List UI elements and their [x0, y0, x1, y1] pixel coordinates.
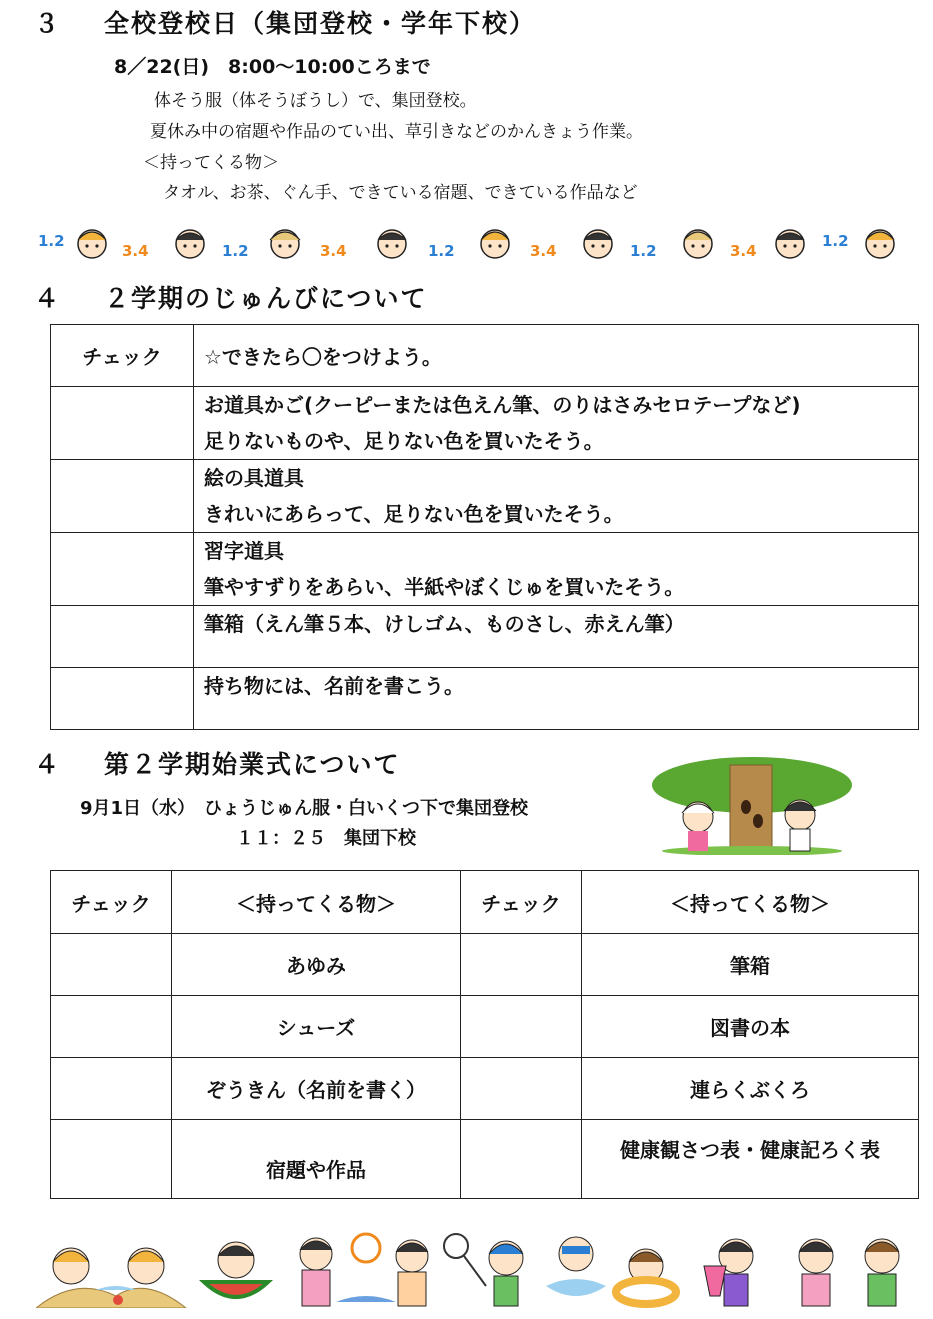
item-line: 習字道具: [204, 539, 284, 563]
item-line: 筆やすずりをあらい、半紙やぼくじゅを買いたそう。: [204, 575, 685, 599]
swimming-kids-icon: [546, 1237, 676, 1304]
item-line: 筆箱（えん筆５本、けしゴム、ものさし、赤えん筆）: [204, 612, 685, 636]
items-column-header: ＜持ってくる物＞: [582, 871, 919, 934]
table-row: [51, 934, 919, 996]
table-row: [51, 1058, 919, 1120]
shaved-ice-kid-icon: [704, 1239, 753, 1306]
dismissal-time-line: １１：２５ 集団下校: [236, 828, 416, 849]
kid-face-icon: [584, 230, 612, 258]
item-cell: 筆箱: [582, 934, 919, 996]
section-3-line: 夏休み中の宿題や作品のてい出、草引きなどのかんきょう作業。: [150, 122, 643, 142]
item-cell: 図書の本: [582, 996, 919, 1058]
tree-trunk-icon: [730, 765, 772, 853]
yukata-kids-icon: [300, 1234, 428, 1306]
check-column-header: チェック: [461, 871, 582, 934]
tree-with-kids-illustration: [650, 755, 855, 855]
item-cell: [194, 668, 919, 730]
check-cell[interactable]: [51, 1120, 172, 1199]
check-column-header: チェック: [51, 871, 172, 934]
deco-number: 1.2: [38, 232, 65, 250]
swim-ring-icon: [616, 1280, 676, 1304]
table-row: [51, 460, 919, 533]
table-row: [51, 1120, 919, 1199]
kid-face-icon: [270, 230, 300, 258]
kid-face-icon: [78, 230, 106, 258]
deco-number: 1.2: [822, 232, 849, 250]
table-header-row: [51, 871, 919, 934]
check-cell[interactable]: [51, 934, 172, 996]
section-3-line: ＜持ってくる物＞: [143, 153, 279, 173]
check-column-header: チェック: [51, 325, 194, 387]
deco-number: 3.4: [320, 242, 347, 260]
kid-left-icon: [682, 802, 714, 851]
table-row: [51, 668, 919, 730]
kid-face-icon: [776, 230, 804, 258]
section-4a-heading: [34, 279, 428, 315]
firework-icon: [352, 1234, 380, 1262]
item-cell: 宿題や作品: [172, 1120, 461, 1199]
fan-kids-icon: [799, 1239, 899, 1306]
table-header-row: [51, 325, 919, 387]
kid-face-icon: [378, 230, 406, 258]
item-cell: 健康観さつ表・健康記ろく表: [582, 1120, 919, 1199]
section-4b-title: 第２学期始業式について: [104, 750, 401, 779]
watermelon-kid-icon: [204, 1242, 268, 1297]
section-4a-number: ４: [34, 284, 62, 313]
section-4a-title: ２学期のじゅんびについて: [104, 284, 428, 313]
item-cell: シューズ: [172, 996, 461, 1058]
deco-number: 3.4: [122, 242, 149, 260]
check-cell[interactable]: [51, 996, 172, 1058]
item-cell: [194, 533, 919, 606]
bug-catching-kid-icon: [444, 1234, 523, 1306]
check-cell[interactable]: [461, 1120, 582, 1199]
kids-in-sand-icon: [36, 1248, 186, 1308]
opening-ceremony-date-line: 9月1日（水） ひょうじゅん服・白いくつ下で集団登校: [80, 798, 529, 819]
item-line: お道具かご(クーピーまたは色えん筆、のりはさみセロテープなど): [204, 393, 801, 417]
item-line: 持ち物には、名前を書こう。: [204, 674, 464, 698]
section-4b-heading: [34, 745, 401, 781]
item-cell: [194, 606, 919, 668]
item-cell: あゆみ: [172, 934, 461, 996]
bug-net-icon: [444, 1234, 468, 1258]
deco-number: 3.4: [530, 242, 557, 260]
kids-decoration-row: [30, 226, 920, 266]
check-cell[interactable]: [51, 606, 194, 668]
item-line: きれいにあらって、足りない色を買いたそう。: [204, 502, 624, 526]
kid-face-icon: [684, 230, 712, 258]
section-3-title: 全校登校日（集団登校・学年下校）: [104, 9, 537, 38]
table-row: [51, 533, 919, 606]
items-column-header: ＜持ってくる物＞: [172, 871, 461, 934]
deco-number: 3.4: [730, 242, 757, 260]
summer-activities-illustration: [36, 1226, 916, 1308]
table-row: [51, 996, 919, 1058]
section-4b-number: ４: [34, 750, 62, 779]
deco-number: 1.2: [222, 242, 249, 260]
kid-right-icon: [784, 800, 816, 851]
opening-ceremony-items-table: [50, 870, 919, 1199]
instruction-header: ☆できたら〇をつけよう。: [194, 325, 919, 387]
table-row: [51, 387, 919, 460]
section-3-line: タオル、お茶、ぐん手、できている宿題、できている作品など: [163, 183, 638, 203]
section-3-date: 8／22(日) 8:00～10:00ころまで: [114, 56, 431, 78]
preparation-checklist-table: [50, 324, 919, 730]
item-cell: [194, 387, 919, 460]
check-cell[interactable]: [461, 996, 582, 1058]
item-line: 絵の具道具: [204, 466, 304, 490]
kid-face-icon: [866, 230, 894, 258]
item-cell: [194, 460, 919, 533]
deco-number: 1.2: [630, 242, 657, 260]
section-3-heading: [34, 4, 536, 40]
check-cell[interactable]: [461, 1058, 582, 1120]
section-3-number: ３: [34, 9, 62, 38]
check-cell[interactable]: [51, 387, 194, 460]
item-cell: 連らくぶくろ: [582, 1058, 919, 1120]
deco-number: 1.2: [428, 242, 455, 260]
check-cell[interactable]: [51, 533, 194, 606]
kid-face-icon: [176, 230, 204, 258]
check-cell[interactable]: [51, 668, 194, 730]
check-cell[interactable]: [51, 460, 194, 533]
check-cell[interactable]: [461, 934, 582, 996]
check-cell[interactable]: [51, 1058, 172, 1120]
item-line: 足りないものや、足りない色を買いたそう。: [204, 429, 604, 453]
item-cell: ぞうきん（名前を書く）: [172, 1058, 461, 1120]
section-3-line: 体そう服（体そうぼうし）で、集団登校。: [154, 91, 477, 111]
table-row: [51, 606, 919, 668]
kid-face-icon: [481, 230, 509, 258]
